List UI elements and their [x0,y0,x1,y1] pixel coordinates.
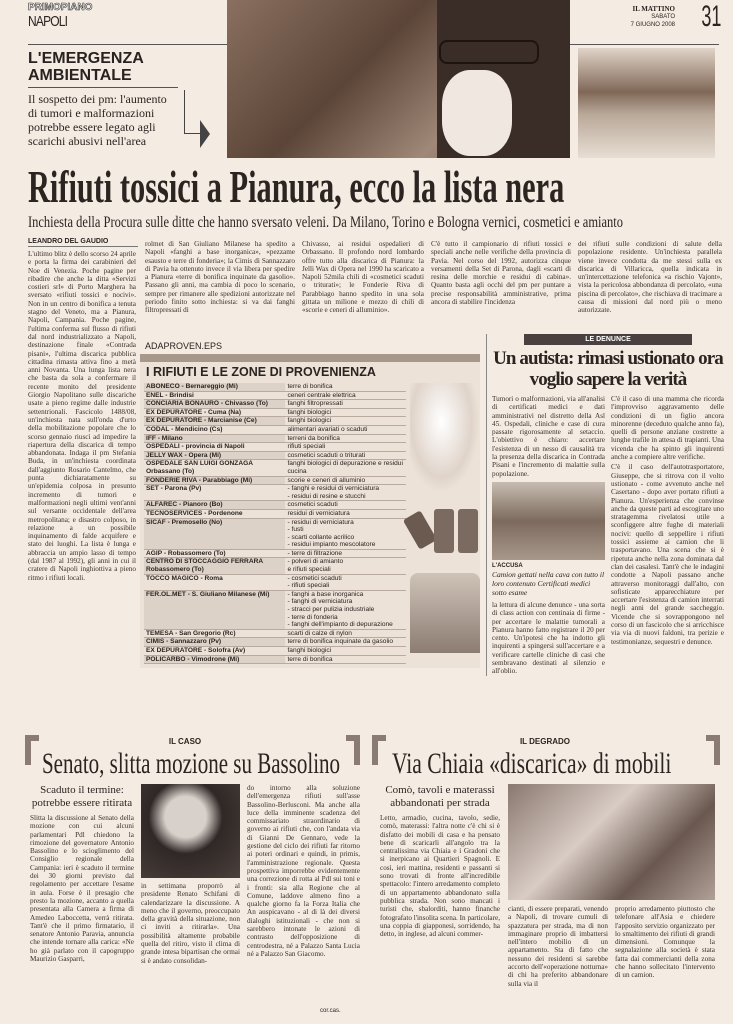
waste-type: - residui di verniciatura - fusti - scarti collante acrilico - residui impianto mescolatore [285,518,406,549]
caso-column-2: in settimana proporrò al presidente Renato Schifani di calendarizzare la discussione. A meno che il governo, preoccupato della gravità della situazione, non ci inviti a ritirarla». Una possibilità altamente probabile quella del ritiro, visto il clima di grande intesa bipartisan che ormai si è andato consolidan- [141,882,240,965]
paper-name: IL MATTINO [632,5,675,13]
waste-table-row [144,485,406,501]
company-location: JELLY WAX - Opera (Mi) [144,451,285,460]
waste-type: - terre di filtrazione [285,549,406,558]
waste-table-row [144,408,406,417]
graphic-title: I RIFIUTI E LE ZONE DI PROVENIENZA [146,365,376,379]
main-subhead: Inchiesta della Procura sulle ditte che hanno sversato veleni. Da Milano, Torino e Bologna vernici, cosmetici e amianto [28,214,623,231]
graphic-decoration-strip [410,383,480,664]
waste-table-row [144,391,406,400]
company-location: OSPEDALI - provincia di Napoli [144,443,285,452]
company-location: POLICARBO - Vimodrone (Mi) [144,655,285,664]
city-label: NAPOLI [28,13,68,30]
caption-label: L'ACCUSA [492,562,523,569]
arrow-icon [184,90,200,134]
waste-table-row [144,425,406,434]
waste-type: rifiuti speciali [285,443,406,452]
waste-type: cosmetici scaduti o triturati [285,451,406,460]
company-location: TOCCO MAGICO - Roma [144,574,285,590]
waste-type: cosmetici scaduti [285,501,406,510]
byline: LEANDRO DEL GAUDIO [28,237,138,247]
waste-table-row [144,638,406,647]
denunce-column-1: Tumori o malformazioni, via all'analisi di certificati medici e dati amministrativi nel distretto della Asl 45. Ospedali, cliniche e case di cura passate rigorosamente al setaccio. L'obiettivo è chiaro: accertare l'esistenza di un nesso di causalità tra la presenza della discarica in Contrada Pisani e l'incremento di malattie sulla popolazione. [492,395,605,478]
subhead-wrap [28,213,733,232]
waste-type: ceneri centrale elettrica [285,391,406,400]
denunce-box [486,334,724,676]
waste-type: alimentari avariati o scaduti [285,425,406,434]
waste-table-row [144,400,406,409]
denunce-column-4: la lettura di alcune denunce - una sorta di class action con centinaia di firme - per accertare le malattie tumorali a Pianura hanno fatto registrare il 20 per cento. Un'ipotesi che ha indotto gli inquirenti a spingersi sull'accertare e a verificare cartelle cliniche di casi che sembravano destinati al silenzio e all'oblio. [492,600,605,676]
trucks-photo [492,482,605,560]
company-location: EX DEPURATORE - Marcianise (Ce) [144,417,285,426]
secondary-photo [578,48,715,158]
company-location: EX DEPURATORE - Cuma (Na) [144,408,285,417]
waste-table-row [144,476,406,485]
main-headline: Rifiuti tossici a Pianura, ecco la lista nera [28,161,565,212]
company-location: CODAL - Mendicino (Cs) [144,425,285,434]
page-number: 31 [700,0,721,33]
waste-table-row [144,574,406,590]
waste-type: fanghi biologici [285,647,406,656]
caso-column-1: Slitta la discussione al Senato della mozione con cui alcuni parlamentari Pdl chiedono la rimozione del governatore Antonio Bassolino e lo scioglimento del Consiglio regionale della Campania: ieri è scaduto il termine dei 30 giorni previsto dal regolamento per accettare l'esame in aula. Forse è il presagio che presto la mozione, accanto a quella presentata alla Camera a firma di Amedeo Laboccetta, verrà ritirata. Tant'è che il primo firmatario, il senatore Antonio Paravia, annuncia che intende tornare alla carica: «Ne ho già parlato con il capogruppo Maurizio Gasparri, [30,814,134,964]
section-label: PRIMOPIANO [28,2,93,13]
waste-type: fanghi biologici [285,417,406,426]
waste-table-row [144,451,406,460]
waste-table-row [144,558,406,574]
degrado-kicker: IL DEGRADO [519,737,571,746]
bracket-left-2 [372,735,386,765]
waste-type: fanghi biologici [285,408,406,417]
masthead [631,5,675,29]
italy-map [410,383,480,493]
waste-type: scorie e ceneri di alluminio [285,476,406,485]
photo-caption: Camion gettati nella cava con tutto il loro contenuto Certificati medici sotto esame [492,569,605,597]
company-location: FONDERIE RIVA - Parabbiago (Mi) [144,476,285,485]
company-location: AGIP - Robassomero (To) [144,549,285,558]
company-location: FER.OL.MET - S. Giuliano Milanese (Mi) [144,590,285,629]
main-photo [227,0,570,158]
bracket-left [25,735,39,765]
graphic-top-bar [140,354,480,362]
waste-table-row [144,443,406,452]
waste-type: terreni da bonifica [285,434,406,443]
company-location: ENEL - Brindisi [144,391,285,400]
article-column-1: L'ultimo blitz è dello scorso 24 aprile e porta la firma dei carabinieri del Noe di Venezia. Poche pagine per ribadire che anche la ditta «Servizi costieri srl» di Porto Marghera ha sversato «rifiuti tossici e nocivi». Non in un centro di bonifica a tenuta stagno del Veneto, ma a Pianura, Napoli, Campania. Poche pagine, l'ultima conferma sul flusso di rifiuti dal nord industrializzato a Napoli, destinazione finale «Contrada pisani», l'ultima discarica pubblica cittadina rimasta attiva fino a metà anni Novanta. Una lunga lista nera che basta da sola a confermare il recente monito del presidente Giorgio Napolitano sulle discariche usate a pieno regime dalle industrie settentrionali. Fascicolo 1488/08, un'inchiesta nata sull'onda d'urto della mobilitazione popolare che lo scorso gennaio riuscì ad impedire la riapertura della discarica di tempo abbandonata. Indaga il pm Stefania Buda, in un'inchiesta coordinata dall'aggiunto Rosario Cantelmo, che punta dichiaratamente su un'epidemia colposa in presunto incremento di tumori e malformazioni negli ultimi vent'anni sul versante occidentale dell'area metropolitana; e disastro colposo, in relazione a un possibile inquinamento di falde acquifere e stato dei luoghi. La lista è lunga e abbraccia un ampio lasso di tempo (dal 1987 al 1992), gli anni in cui il cratere di Napoli inghiottiva a pieno ritmo i rifiuti locali. [28,250,136,582]
waste-type: - polveri di amianto e rifiuti speciali [285,558,406,574]
waste-table-row [144,629,406,638]
company-location: OSPEDALE SAN LUIGI GONZAGA Orbassano (To) [144,460,285,476]
kicker-summary: Il sospetto dei pm: l'aumento di tumori e malformazioni potrebbe essere legato agli scarichi abusivi nell'area [28,92,167,148]
waste-type: residui di verniciatura [285,509,406,518]
waste-table-row [144,460,406,476]
degrado-column-2: cianti, di essere preparati, venendo a Napoli, di trovare cumuli di spazzatura per strada, ma di non immaginare proprio di imbattersi nell'intero mobilio di un appartamento. Sta di fatto che nessuno dei residenti si sarebbe accorto dell'«operazione notturna» di chi ha preferito abbandonare sulla via il [508,905,608,988]
company-location: SET - Parona (Pv) [144,485,285,501]
waste-table-row [144,434,406,443]
caso-column-3: do intorno alla soluzione dell'emergenza rifiuti sull'asse Bassolino-Berlusconi. Ma anche alla luce della imminente scadenza del commissariato straordinario di governo ai rifiuti che, con l'andata via di Gianni De Gennaro, vede la gestione del ciclo dei rifiuti far ritorno ai poteri ordinari e quindi, in primis, l'amministrazione regionale. Questa prospettiva imporrebbe evidentemente una correzione di rotta al Pdl sui toni e i fronti: sia alla Regione che al Comune, laddove almeno fino a qualche giorno fa la Forza Italia che An auspicavano - al di là dei diversi dialoghi istituzionali - che non si sarebbero intonate le azioni di contrasto dell'opposizione di centrodestra, né a Palazzo Santa Lucia né a Palazzo San Giacomo. [247,784,360,958]
company-location: IFF - Milano [144,434,285,443]
waste-type: - cosmetici scaduti - rifiuti speciali [285,574,406,590]
company-location: TECNOSERVICES - Pordenone [144,509,285,518]
denunce-column-3: C'è il caso dell'autotrasportatore, Giuseppe, che si ritrova con il volto ustionato - come avvenuto anche nel Casertano - dopo aver portato rifiuti a Pianura. Un'esperienza che convinse anche da queste parti ad escogitare uno stratagemma rivelatosi utile a sconfiggere altre fughe di materiali nocivi: quello di seppellire i rifiuti tossici assieme ai camion che li trasportavano. Una scena che si è ripetuta anche nella zona dominata dal clan dei casalesi. Tant'è che le indagini condotte a Napoli passano anche attraverso monitoraggi dall'alto, con sofisticate apparecchiature per accertare l'esistenza di camion interrati negli anni del grande saccheggio. Vicende che si sovrappongono nel corso di un fascicolo che si arricchisce via via di nuovi faldoni, tra perizie e testimonianze, sequestri e denunce. [611,463,724,646]
kicker-title: L'EMERGENZA AMBIENTALE [28,50,178,88]
arrow-head-icon [200,120,210,148]
waste-type: terre di bonifica [285,383,406,391]
waste-table-row [144,647,406,656]
company-location: CENTRO DI STOCCAGGIO FERRARA Robassomero (To) [144,558,285,574]
company-location: SICAF - Premosello (No) [144,518,285,549]
degrado-headline: Via Chiaia «discarica» di mobili [392,747,672,780]
degrado-column-1: Letto, armadio, cucina, tavolo, sedie, comò, materassi: l'altra notte c'è chi si è disfatto dei mobili di casa e ha pensato bene di scaricarli all'angolo tra la centralissima via Chiaia e i Gradoni che si inerpicano ai Quartieri Spagnoli. E così, ieri mattina, residenti e passanti si sono trovati di fronte all'incredibile spettacolo: l'intero arredamento completo di un appartamento abbandonato sulla pubblica strada. Non sono mancati i turisti che, sbalorditi, hanno finanche fotografato l'insolita scena. In particolare, una coppia di giapponesi, sorridendo, ha detto, in inglese, ad alcuni commer- [380,814,500,939]
barrels-illustration [410,503,480,563]
furniture-photo [508,784,715,900]
caso-headline: Senato, slitta mozione su Bassolino [42,747,341,780]
denunce-columns [492,395,724,676]
waste-table-row [144,518,406,549]
waste-table-row [144,417,406,426]
article-column-5: dei rifiuti sulle condizioni di salute della popolazione residente. Un'inchiesta parallela viene invece condotta da me stessi sulla ex discarica di Villaricca, quella indicata in un'intercettazione telefonica «a rischio Vajont», vista la pericolosa abbondanza di percolato, «una piscina di percolato», che rischiava di tracimare a causa di missioni dal nord più o meno autorizzate. [578,240,722,315]
waste-type: - fanghi a base inorganica - fanghi di verniciatura - stracci per pulizia industriale - terre di fonderia - fanghi dell'impianto di depurazione [285,590,406,629]
company-location: ALFAREC - Pianoro (Bo) [144,501,285,510]
face-mask [442,70,512,156]
waste-table-row [144,655,406,664]
denunce-left-column [492,395,605,676]
degrado-subhead: Comò, tavoli e materassi abbandonati per strada [385,784,495,809]
waste-table-row [144,501,406,510]
waste-type: scarti di calze di nylon [285,629,406,638]
caso-subhead: Scaduto il termine: potrebbe essere ritirata [31,784,133,809]
waste-table-row [144,590,406,629]
company-location: TEMESA - San Gregorio (Rc) [144,629,285,638]
article-column-3: Chivasso, ai residui ospedalieri di Orbassano. Il profondo nord lombardo offre tutto alla discarica di Pianura: la Jelli Wax di Opera nel 1990 ha scaricato a Napoli 52mila chili di «cosmetici scaduti o triturati»; le Fonderie Riva di Parabbiago hanno spedito in una sola gittata un milione e mezzo di chili di «scorie e ceneri di alluminio». [302,240,424,315]
waste-type: fanghi filtropressati [285,400,406,409]
caso-kicker: IL CASO [168,737,202,746]
truck-illustration [410,573,480,653]
graphic-filename: ADAPROVEN.EPS [145,341,223,351]
graphic-content [140,383,480,664]
waste-type: terre di bonifica [285,655,406,664]
waste-table-row [144,383,406,391]
waste-type: fanghi biologici di depurazione e residui cucina [285,460,406,476]
denunce-kicker: LE DENUNCE [524,334,692,345]
company-location: ABONECO - Bernareggio (Mi) [144,383,285,391]
denunce-right-column [611,395,724,676]
waste-table-row [144,549,406,558]
article-column-2: rolmet di San Giuliano Milanese ha spedito a Napoli «fanghi a base inorganica», «pezzame esausto e terre di fonderia»; la Cimis di Sannazzaro di Pavia ha ottenuto invece il via libera per spedire a Pianura «terre di bonifica inquinate da gasolio». Passano gli anni, ma cambia di poco lo scenario, sempre per rimanere alle spedizioni autorizzate nel periodo finito sotto inchiesta: si va dai fanghi filtropressati di [145,240,295,315]
caso-credit: cor.cas. [320,1008,341,1014]
degrado-headline-wrap [392,748,733,780]
company-location: CIMIS - Sannazzaro (Pv) [144,638,285,647]
bassolino-photo [141,784,240,878]
company-location: EX DEPURATORE - Solofra (Av) [144,647,285,656]
day: SABATO [651,14,675,20]
graphic-box [140,354,480,668]
waste-table-wrap [144,383,406,664]
denunce-column-2: C'è il caso di una mamma che ricorda l'improvviso aggravamento delle condizioni di un figlio ancora minorenne (deceduto qualche anno fa), quelli di persone anziane costrette a lunghe trafile in attesa di trapianti. Una vicenda che ha spinto gli inquirenti anche a compiere altre verifiche. [611,395,724,462]
waste-table-row [144,509,406,518]
waste-type: terre di bonifica inquinate da gasolio [285,638,406,647]
degrado-column-3: proprio arredamento piuttosto che telefonare all'Asia e chiedere l'apposito servizio organizzato per lo smaltimento dei rifiuti di grandi dimensioni. Comunque la segnalazione alla società è stata fatta dai commercianti della zona che hanno sollecitato l'intervento di un camion. [615,905,715,980]
date: 7 GIUGNO 2008 [630,22,675,28]
article-column-4: C'è tutto il campionario di rifiuti tossici e speciali anche nelle verifiche della provincia di Pavia. Nel corso del 1992, autorizza cinque versamenti della Set di Parona, dagli «scarti di resina delle morchie e residui di cabina». Quanto basta agli occhi del pm per puntare a precise responsabilità amministrative, prima ancora di stabilire l'incidenza [431,240,571,307]
company-location: CONCIARIA BONAURO - Chivasso (To) [144,400,285,409]
section-header [28,2,92,30]
main-headline-wrap [28,163,733,211]
denunce-headline: Un autista: rimasi ustionato ora voglio sapere la verità [493,348,723,390]
glasses [439,40,539,64]
waste-table [144,383,406,664]
waste-type: - fanghi e residui di verniciatura - residui di resine e stucchi [285,485,406,501]
